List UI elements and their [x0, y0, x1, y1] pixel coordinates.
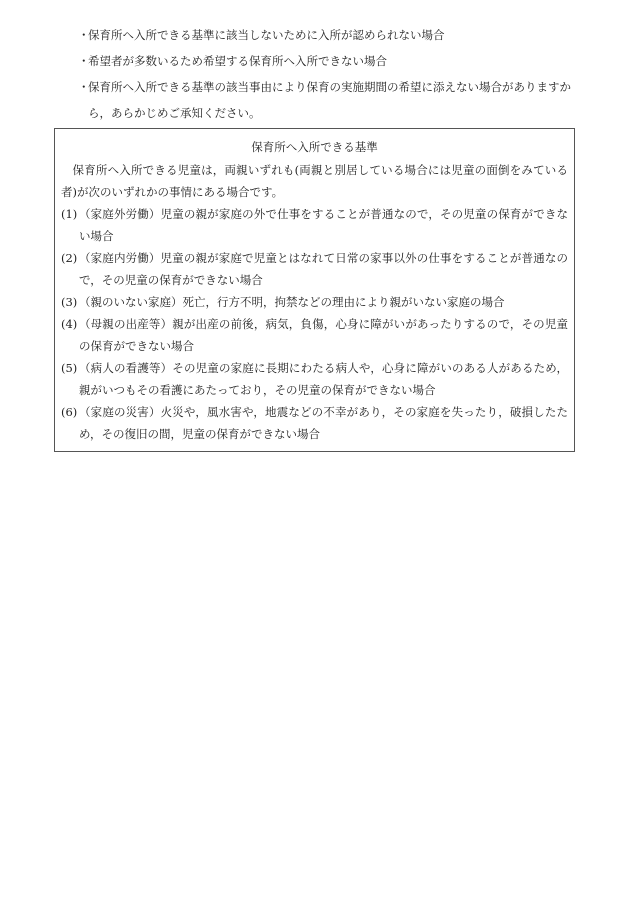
bullet-item: [78, 22, 578, 48]
criteria-number: (6): [61, 405, 78, 419]
bullet-text: 希望者が多数いるため希望する保育所へ入所できない場合: [88, 54, 387, 68]
criteria-text: （家庭外労働）児童の親が家庭の外で仕事をすることが普通なので，その児童の保育ができない場合: [79, 207, 568, 243]
criteria-text: （親のいない家庭）死亡，行方不明，拘禁などの理由により親がいない家庭の場合: [79, 295, 505, 309]
bullet-text: 保育所へ入所できる基準の該当事由により保育の実施期間の希望に添えない場合がありますから，あらかじめご承知ください。: [88, 80, 571, 120]
box-title: 保育所へ入所できる基準: [251, 140, 378, 154]
criteria-number: (3): [61, 295, 78, 309]
notice-bullet-list: [78, 22, 578, 126]
criteria-item: [61, 203, 568, 247]
box-intro: 保育所へ入所できる児童は，両親いずれも(両親と別居している場合には児童の面倒をみている者)が次のいずれかの事情にある場合です。: [61, 163, 568, 199]
criteria-number: (1): [61, 207, 78, 221]
criteria-item: [61, 247, 568, 291]
bullet-mark: ・: [78, 54, 90, 68]
criteria-text: （家庭の災害）火災や，風水害や，地震などの不幸があり，その家庭を失ったり，破損したため，その復旧の間，児童の保育ができない場合: [79, 405, 568, 441]
criteria-number: (2): [61, 251, 78, 265]
criteria-text: （病人の看護等）その児童の家庭に長期にわたる病人や，心身に障がいのある人があるため，親がいつもその看護にあたっており，その児童の保育ができない場合: [79, 361, 568, 397]
admission-criteria-box: [54, 128, 575, 452]
criteria-item: [61, 357, 568, 401]
criteria-text: （家庭内労働）児童の親が家庭で児童とはなれて日常の家事以外の仕事をすることが普通なので，その児童の保育ができない場合: [79, 251, 568, 287]
bullet-item: [78, 74, 578, 126]
bullet-mark: ・: [78, 28, 90, 42]
criteria-number: (4): [61, 317, 78, 331]
bullet-mark: ・: [78, 80, 90, 94]
criteria-item: [61, 401, 568, 445]
criteria-item: [61, 313, 568, 357]
criteria-number: (5): [61, 361, 78, 375]
criteria-text: （母親の出産等）親が出産の前後，病気，負傷，心身に障がいがあったりするので，その児童の保育ができない場合: [79, 317, 568, 353]
bullet-item: [78, 48, 578, 74]
criteria-item: [61, 291, 568, 313]
bullet-text: 保育所へ入所できる基準に該当しないために入所が認められない場合: [88, 28, 445, 42]
